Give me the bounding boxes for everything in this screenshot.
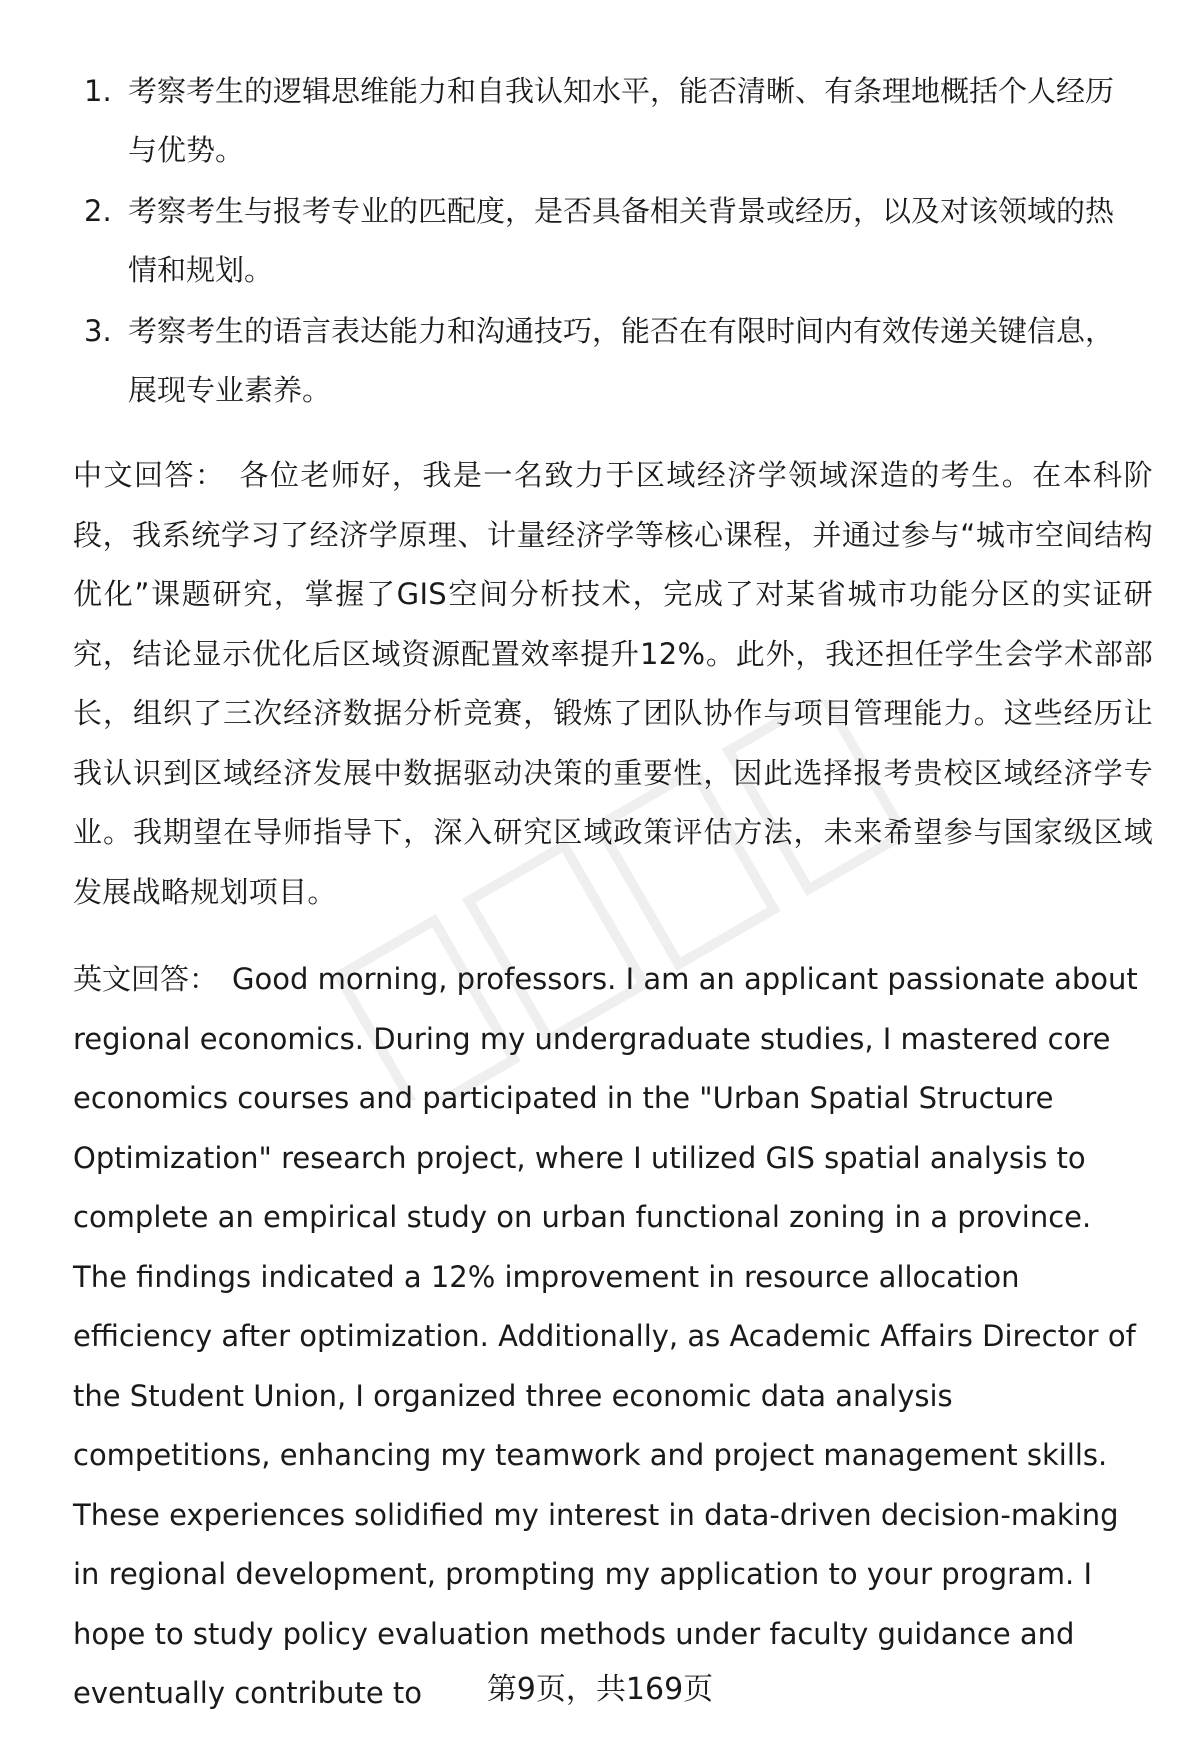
list-item-text: 考察考生的逻辑思维能力和自我认知水平，能否清晰、有条理地概括个人经历与优势。	[128, 74, 1115, 167]
chinese-answer-label: 中文回答：	[73, 458, 226, 492]
list-item-number: 2.	[84, 194, 112, 228]
english-answer-paragraph	[73, 950, 1153, 1724]
list-item	[80, 62, 1140, 180]
chinese-answer-text: 各位老师好，我是一名致力于区域经济学领域深造的考生。在本科阶段，我系统学习了经济学原理、计量经济学等核心课程，并通过参与“城市空间结构优化”课题研究，掌握了GIS空间分析技术，完成了对某省城市功能分区的实证研究，结论显示优化后区域资源配置效率提升12%。此外，我还担任学生会学术部部长，组织了三次经济数据分析竞赛，锻炼了团队协作与项目管理能力。这些经历让我认识到区域经济发展中数据驱动决策的重要性，因此选择报考贵校区域经济学专业。我期望在导师指导下，深入研究区域政策评估方法，未来希望参与国家级区域发展战略规划项目。	[73, 458, 1153, 909]
english-answer-text: Good morning, professors. I am an applicant passionate about regional economics. During my undergraduate studies, I mastered core economics courses and participated in the "Urban Spatial Structure Optimization" research project, where I utilized GIS spatial analysis to complete an empirical study on urban functional zoning in a province. The findings indicated a 12% improvement in resource allocation efficiency after optimization. Additionally, as Academic Affairs Director of the Student Union, I organized three economic data analysis competitions, enhancing my teamwork and project management skills. These experiences solidified my interest in data-driven decision-making in regional development, prompting my application to your program. I hope to study policy evaluation methods under faculty guidance and eventually contribute to	[73, 962, 1138, 1710]
evaluation-criteria-list	[80, 62, 1140, 422]
chinese-answer-paragraph	[73, 446, 1153, 922]
list-item	[80, 182, 1140, 300]
page-number-footer: 第9页，共169页	[486, 1672, 714, 1707]
english-answer-label: 英文回答：	[73, 962, 219, 996]
list-item-number: 1.	[84, 74, 112, 108]
list-item	[80, 302, 1140, 420]
list-item-number: 3.	[84, 314, 112, 348]
list-item-text: 考察考生与报考专业的匹配度，是否具备相关背景或经历，以及对该领域的热情和规划。	[128, 194, 1115, 287]
list-item-text: 考察考生的语言表达能力和沟通技巧，能否在有限时间内有效传递关键信息，展现专业素养。	[128, 314, 1115, 407]
